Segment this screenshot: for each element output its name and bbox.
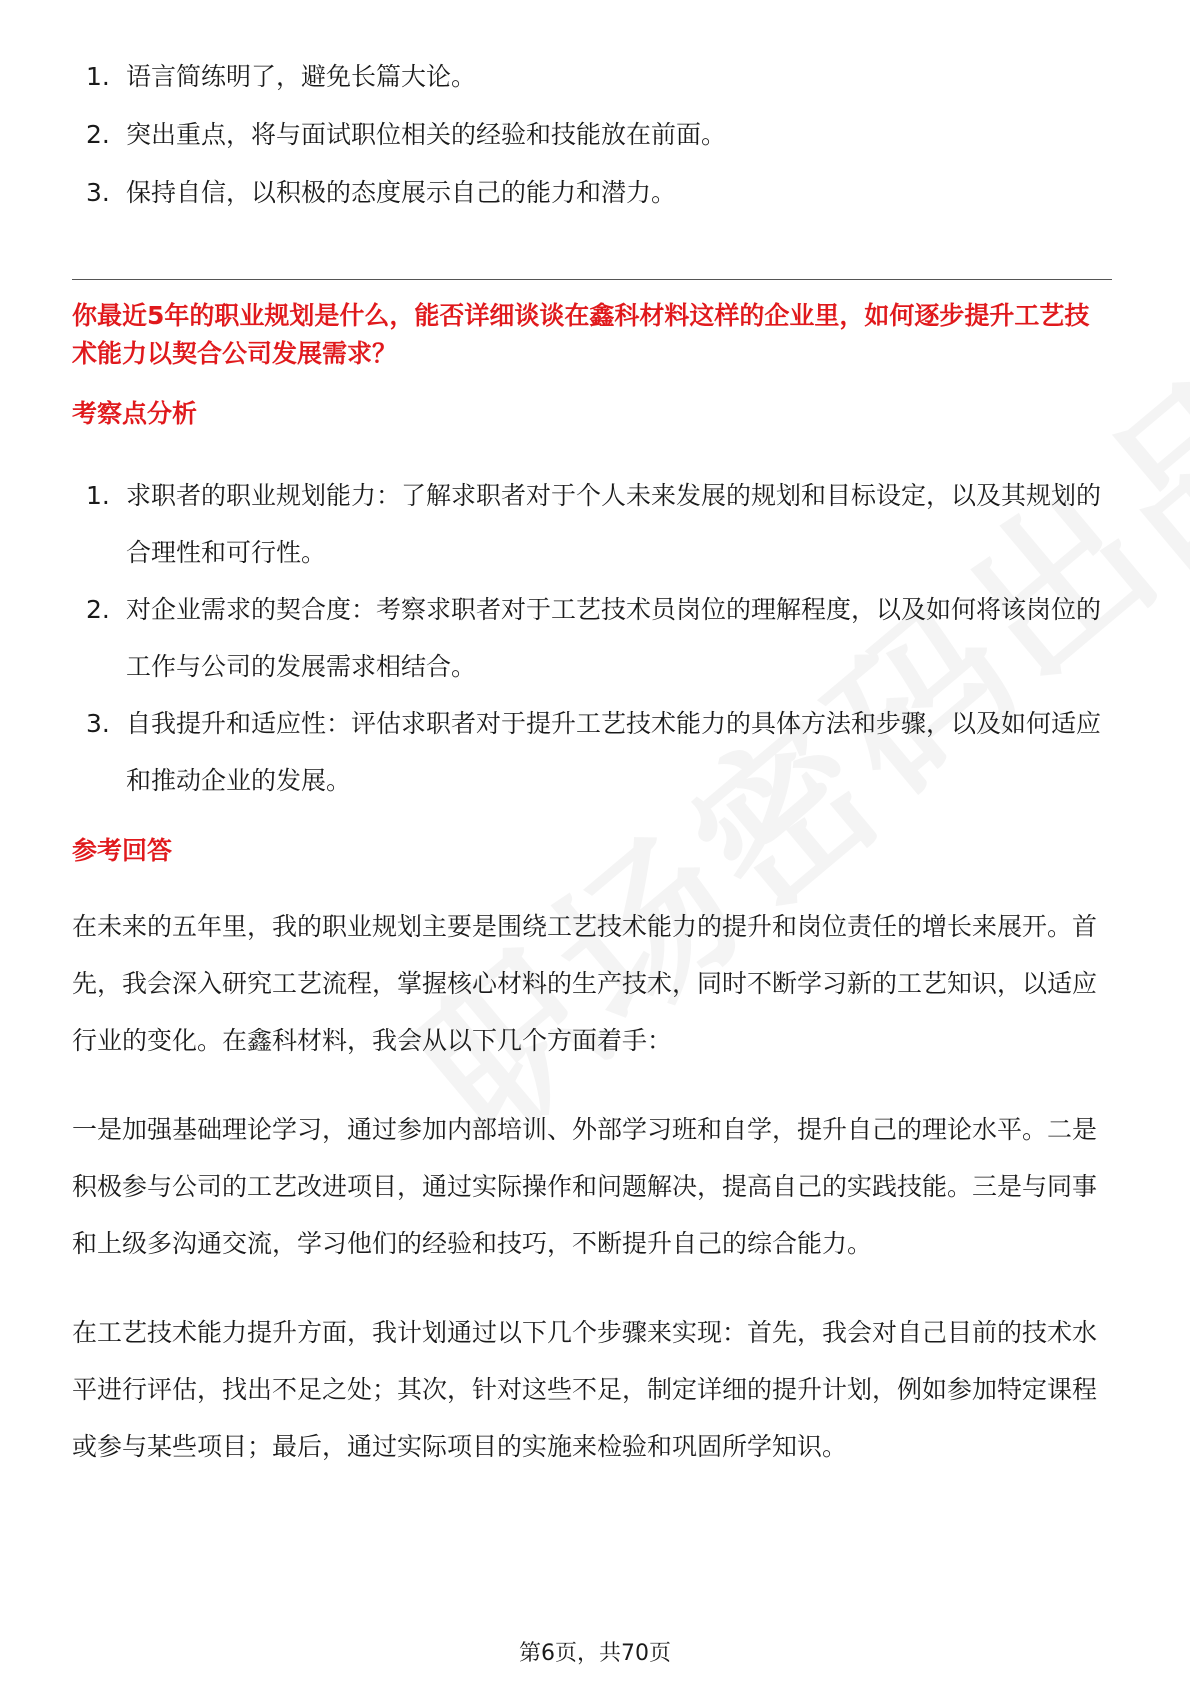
- list-text: 语言简练明了，避免长篇大论。: [126, 62, 477, 91]
- analysis-heading: 考察点分析: [72, 399, 198, 428]
- list-text: 求职者的职业规划能力：了解求职者对于个人未来发展的规划和目标设定，以及其规划的合理性和可行性。: [126, 481, 1102, 567]
- list-item: [72, 695, 1112, 809]
- analysis-list: [72, 467, 1112, 809]
- intro-list: [72, 58, 1112, 232]
- list-item: [72, 467, 1112, 581]
- list-text: 保持自信，以积极的态度展示自己的能力和潜力。: [126, 178, 677, 207]
- list-number: 2.: [86, 595, 110, 624]
- page-number: 第6页，共70页: [519, 1641, 671, 1666]
- list-number: 3.: [86, 178, 110, 207]
- interview-question: 你最近5年的职业规划是什么，能否详细谈谈在鑫科材料这样的企业里，如何逐步提升工艺技术能力以契合公司发展需求？: [72, 301, 1090, 368]
- answer-paragraph: 在工艺技术能力提升方面，我计划通过以下几个步骤来实现：首先，我会对自己目前的技术水平进行评估，找出不足之处；其次，针对这些不足，制定详细的提升计划，例如参加特定课程或参与某些项目；最后，通过实际项目的实施来检验和巩固所学知识。: [72, 1318, 1098, 1461]
- reference-answer: [72, 898, 1112, 1507]
- list-text: 对企业需求的契合度：考察求职者对于工艺技术员岗位的理解程度，以及如何将该岗位的工作与公司的发展需求相结合。: [126, 595, 1102, 681]
- section-divider: [72, 279, 1112, 280]
- list-item: [72, 58, 1112, 96]
- list-number: 1.: [86, 62, 110, 91]
- list-number: 3.: [86, 709, 110, 738]
- list-number: 2.: [86, 120, 110, 149]
- list-item: [72, 174, 1112, 212]
- list-text: 突出重点，将与面试职位相关的经验和技能放在前面。: [126, 120, 727, 149]
- list-number: 1.: [86, 481, 110, 510]
- reference-heading: 参考回答: [72, 836, 173, 865]
- list-item: [72, 581, 1112, 695]
- list-text: 自我提升和适应性：评估求职者对于提升工艺技术能力的具体方法和步骤，以及如何适应和推动企业的发展。: [126, 709, 1102, 795]
- list-item: [72, 116, 1112, 154]
- answer-paragraph: 在未来的五年里，我的职业规划主要是围绕工艺技术能力的提升和岗位责任的增长来展开。首先，我会深入研究工艺流程，掌握核心材料的生产技术，同时不断学习新的工艺知识，以适应行业的变化。在鑫科材料，我会从以下几个方面着手：: [72, 912, 1098, 1055]
- answer-paragraph: 一是加强基础理论学习，通过参加内部培训、外部学习班和自学，提升自己的理论水平。二是积极参与公司的工艺改进项目，通过实际操作和问题解决，提高自己的实践技能。三是与同事和上级多沟通交流，学习他们的经验和技巧，不断提升自己的综合能力。: [72, 1115, 1098, 1258]
